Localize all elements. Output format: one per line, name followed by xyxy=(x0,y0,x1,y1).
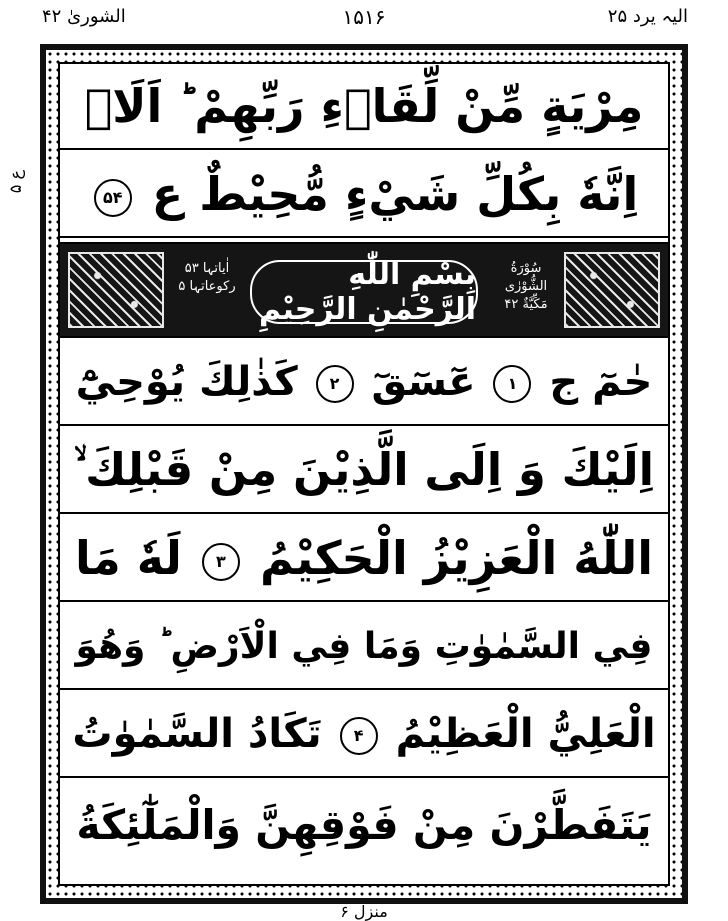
line-text: اِنَّهٗ بِكُلِّ شَيْءٍ مُّحِيْطٌ ع xyxy=(151,167,639,221)
ruku-margin-note: ع ۵ xyxy=(6,170,25,194)
ayah-number-marker: ۴ xyxy=(340,717,378,755)
surah-stats: اٰیاتہا ۵۳ رکوعاتہا ۵ xyxy=(178,261,236,294)
ayah-number-marker: ۵۴ xyxy=(94,179,132,217)
surah-name-info: سُوْرَةُ الشُّوْرٰى مَكِّيَّةٌ ۴۲ xyxy=(504,261,548,312)
para-header: الیہ یرد ۲۵ xyxy=(607,6,688,27)
page-number: ۱۵۱۶ xyxy=(342,5,386,29)
page-frame xyxy=(40,44,688,904)
text-line-5: اللّٰهُ الْعَزِيْزُ الْحَكِيْمُ ۳ لَهٗ مَا xyxy=(60,516,668,602)
manzil-footer: منزل ۶ xyxy=(340,902,388,921)
text-line-7: الْعَلِيُّ الْعَظِيْمُ ۴ تَكَادُ السَّمٰوٰتُ xyxy=(60,692,668,778)
text-line-4 xyxy=(60,428,668,514)
text-line-1 xyxy=(60,64,668,150)
text-line-2 xyxy=(60,152,668,238)
ayah-number-marker: ۱ xyxy=(493,365,531,403)
ornament-right-icon xyxy=(564,252,660,328)
text-line-3: حٰمٓ ج ۱ عٓسٓقٓ ۲ كَذٰلِكَ يُوْحِيْٓ xyxy=(60,340,668,426)
bismillah-cartouche xyxy=(250,257,478,327)
ayah-number-marker: ۲ xyxy=(316,365,354,403)
ayah-number-marker: ۳ xyxy=(202,543,240,581)
text-line-8 xyxy=(60,780,668,870)
ornament-left-icon xyxy=(68,252,164,328)
text-page xyxy=(58,62,670,886)
surah-banner xyxy=(60,242,668,338)
line-text: فِي السَّمٰوٰتِ وَمَا فِي الْاَرْضِ ؕ وَهُوَ xyxy=(75,625,653,667)
text-line-6 xyxy=(60,604,668,690)
line-text: يَتَفَطَّرْنَ مِنْ فَوْقِهِنَّ وَالْمَلٰٓئِكَةُ xyxy=(76,801,652,849)
juz-surah-header: الشوریٰ ۴۲ xyxy=(42,6,126,27)
line-text: اِلَيْكَ وَ اِلَى الَّذِيْنَ مِنْ قَبْلِكَ ۙ xyxy=(73,443,655,496)
bismillah-text: بِسْمِ اللّٰهِ الرَّحْمٰنِ الرَّحِيْمِ xyxy=(259,257,476,327)
line-text: مِرْيَةٍ مِّنْ لِّقَاۤءِ رَبِّهِمْ ؕ اَلَاۤ xyxy=(84,79,644,133)
